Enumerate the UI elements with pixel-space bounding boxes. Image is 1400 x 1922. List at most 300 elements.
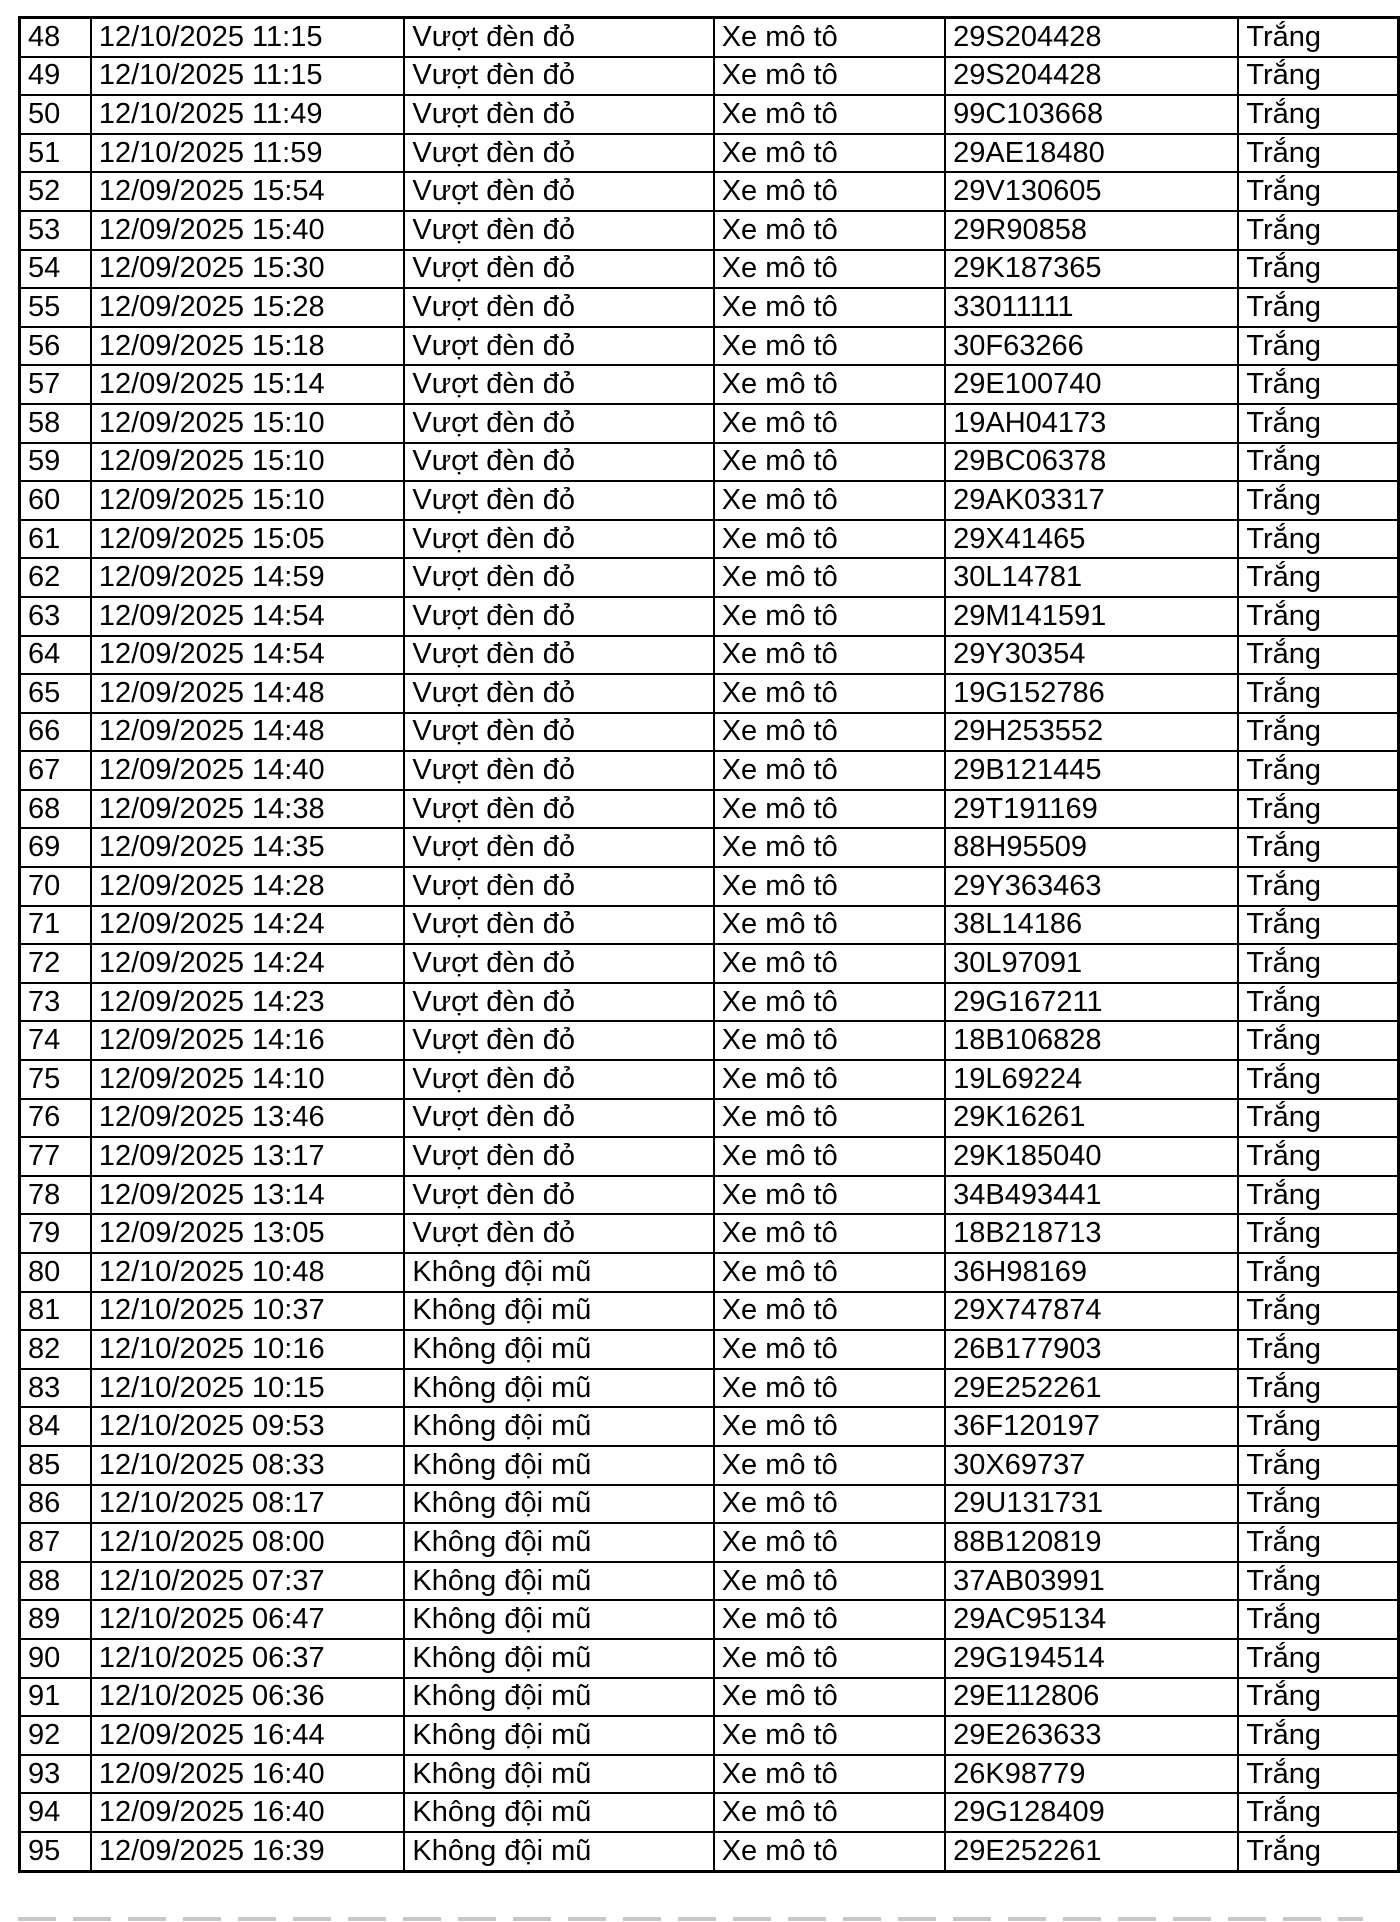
cell-plate: 30F63266 [945, 327, 1238, 366]
cell-vehicle: Xe mô tô [714, 1137, 945, 1176]
cell-violation: Vượt đèn đỏ [404, 867, 713, 906]
cell-color: Trắng [1238, 1060, 1398, 1099]
cell-datetime: 12/10/2025 10:37 [91, 1292, 405, 1331]
cell-stt: 77 [20, 1137, 91, 1176]
table-row [20, 1330, 1399, 1369]
table-row [20, 983, 1399, 1022]
cell-plate: 30L14781 [945, 558, 1238, 597]
cell-stt: 93 [20, 1755, 91, 1794]
table-row [20, 597, 1399, 636]
cell-stt: 91 [20, 1678, 91, 1717]
cell-datetime: 12/09/2025 13:05 [91, 1214, 405, 1253]
cell-violation: Không đội mũ [404, 1446, 713, 1485]
cell-plate: 88H95509 [945, 828, 1238, 867]
cell-datetime: 12/09/2025 14:48 [91, 713, 405, 752]
cell-plate: 29AC95134 [945, 1600, 1238, 1639]
table-row [20, 1716, 1399, 1755]
cell-vehicle: Xe mô tô [714, 1485, 945, 1524]
cell-stt: 67 [20, 751, 91, 790]
table-row [20, 443, 1399, 482]
cell-datetime: 12/09/2025 14:28 [91, 867, 405, 906]
cell-datetime: 12/09/2025 15:30 [91, 250, 405, 289]
cell-stt: 50 [20, 95, 91, 134]
cell-plate: 29T191169 [945, 790, 1238, 829]
table-row [20, 365, 1399, 404]
cell-violation: Vượt đèn đỏ [404, 1099, 713, 1138]
table-row [20, 558, 1399, 597]
cell-vehicle: Xe mô tô [714, 1099, 945, 1138]
cell-plate: 30L97091 [945, 944, 1238, 983]
table-row [20, 1832, 1399, 1871]
table-row [20, 211, 1399, 250]
cell-plate: 88B120819 [945, 1523, 1238, 1562]
cell-color: Trắng [1238, 1678, 1398, 1717]
table-row [20, 1369, 1399, 1408]
cell-vehicle: Xe mô tô [714, 1639, 945, 1678]
cell-stt: 56 [20, 327, 91, 366]
cell-plate: 36H98169 [945, 1253, 1238, 1292]
cell-datetime: 12/10/2025 06:47 [91, 1600, 405, 1639]
cell-stt: 74 [20, 1021, 91, 1060]
cell-plate: 36F120197 [945, 1407, 1238, 1446]
cell-violation: Không đội mũ [404, 1485, 713, 1524]
cell-color: Trắng [1238, 713, 1398, 752]
cell-stt: 80 [20, 1253, 91, 1292]
cell-stt: 83 [20, 1369, 91, 1408]
cell-vehicle: Xe mô tô [714, 1253, 945, 1292]
cell-datetime: 12/09/2025 15:40 [91, 211, 405, 250]
cell-plate: 29G128409 [945, 1793, 1238, 1832]
cell-stt: 61 [20, 520, 91, 559]
cell-plate: 29S204428 [945, 18, 1238, 57]
cell-color: Trắng [1238, 365, 1398, 404]
cell-vehicle: Xe mô tô [714, 1716, 945, 1755]
cell-violation: Vượt đèn đỏ [404, 250, 713, 289]
cell-plate: 29U131731 [945, 1485, 1238, 1524]
cell-plate: 29X747874 [945, 1292, 1238, 1331]
cell-violation: Không đội mũ [404, 1369, 713, 1408]
table-row [20, 906, 1399, 945]
cell-datetime: 12/09/2025 15:10 [91, 481, 405, 520]
cell-violation: Không đội mũ [404, 1755, 713, 1794]
table-row [20, 1600, 1399, 1639]
cell-plate: 29H253552 [945, 713, 1238, 752]
cell-violation: Không đội mũ [404, 1832, 713, 1871]
violations-table-body [20, 18, 1399, 1872]
cell-datetime: 12/09/2025 14:48 [91, 674, 405, 713]
cell-violation: Không đội mũ [404, 1716, 713, 1755]
table-row [20, 520, 1399, 559]
cell-violation: Vượt đèn đỏ [404, 134, 713, 173]
cell-stt: 65 [20, 674, 91, 713]
cell-vehicle: Xe mô tô [714, 250, 945, 289]
cell-datetime: 12/09/2025 15:10 [91, 404, 405, 443]
table-row [20, 1137, 1399, 1176]
cell-plate: 29K185040 [945, 1137, 1238, 1176]
cell-color: Trắng [1238, 57, 1398, 96]
table-row [20, 481, 1399, 520]
cell-color: Trắng [1238, 1369, 1398, 1408]
cell-datetime: 12/09/2025 15:05 [91, 520, 405, 559]
cell-stt: 90 [20, 1639, 91, 1678]
cell-vehicle: Xe mô tô [714, 365, 945, 404]
cell-stt: 58 [20, 404, 91, 443]
cell-plate: 29AK03317 [945, 481, 1238, 520]
cell-violation: Không đội mũ [404, 1562, 713, 1601]
cell-stt: 88 [20, 1562, 91, 1601]
cell-stt: 66 [20, 713, 91, 752]
cell-plate: 30X69737 [945, 1446, 1238, 1485]
cell-violation: Vượt đèn đỏ [404, 944, 713, 983]
cell-datetime: 12/09/2025 16:40 [91, 1755, 405, 1794]
cell-color: Trắng [1238, 906, 1398, 945]
cell-color: Trắng [1238, 983, 1398, 1022]
cell-datetime: 12/10/2025 08:17 [91, 1485, 405, 1524]
cell-stt: 64 [20, 636, 91, 675]
cell-plate: 33011111 [945, 288, 1238, 327]
cell-plate: 29G194514 [945, 1639, 1238, 1678]
cell-plate: 29B121445 [945, 751, 1238, 790]
cell-plate: 19L69224 [945, 1060, 1238, 1099]
cell-color: Trắng [1238, 751, 1398, 790]
cell-color: Trắng [1238, 1755, 1398, 1794]
cell-color: Trắng [1238, 1716, 1398, 1755]
cell-color: Trắng [1238, 211, 1398, 250]
table-row [20, 1562, 1399, 1601]
cell-plate: 18B106828 [945, 1021, 1238, 1060]
cell-stt: 63 [20, 597, 91, 636]
cell-stt: 82 [20, 1330, 91, 1369]
cell-color: Trắng [1238, 481, 1398, 520]
table-row [20, 1060, 1399, 1099]
cell-violation: Vượt đèn đỏ [404, 636, 713, 675]
cell-stt: 70 [20, 867, 91, 906]
cell-stt: 49 [20, 57, 91, 96]
cell-color: Trắng [1238, 172, 1398, 211]
cell-vehicle: Xe mô tô [714, 1446, 945, 1485]
cell-vehicle: Xe mô tô [714, 674, 945, 713]
cell-color: Trắng [1238, 636, 1398, 675]
cell-datetime: 12/09/2025 14:54 [91, 597, 405, 636]
cell-violation: Vượt đèn đỏ [404, 558, 713, 597]
cell-stt: 87 [20, 1523, 91, 1562]
cell-vehicle: Xe mô tô [714, 520, 945, 559]
cell-datetime: 12/09/2025 15:14 [91, 365, 405, 404]
cell-violation: Vượt đèn đỏ [404, 751, 713, 790]
table-row [20, 674, 1399, 713]
cell-violation: Vượt đèn đỏ [404, 790, 713, 829]
cell-color: Trắng [1238, 134, 1398, 173]
cell-vehicle: Xe mô tô [714, 211, 945, 250]
cell-stt: 54 [20, 250, 91, 289]
cell-vehicle: Xe mô tô [714, 327, 945, 366]
cell-stt: 81 [20, 1292, 91, 1331]
cell-color: Trắng [1238, 1021, 1398, 1060]
cell-vehicle: Xe mô tô [714, 983, 945, 1022]
cell-vehicle: Xe mô tô [714, 944, 945, 983]
cell-vehicle: Xe mô tô [714, 1523, 945, 1562]
cell-datetime: 12/09/2025 16:39 [91, 1832, 405, 1871]
cell-vehicle: Xe mô tô [714, 1214, 945, 1253]
cell-stt: 59 [20, 443, 91, 482]
cell-stt: 95 [20, 1832, 91, 1871]
cell-vehicle: Xe mô tô [714, 558, 945, 597]
cell-plate: 37AB03991 [945, 1562, 1238, 1601]
cell-datetime: 12/10/2025 10:48 [91, 1253, 405, 1292]
cell-color: Trắng [1238, 1137, 1398, 1176]
cell-plate: 29E112806 [945, 1678, 1238, 1717]
cell-stt: 89 [20, 1600, 91, 1639]
cell-violation: Không đội mũ [404, 1639, 713, 1678]
cell-violation: Không đội mũ [404, 1253, 713, 1292]
cell-vehicle: Xe mô tô [714, 1793, 945, 1832]
cell-color: Trắng [1238, 288, 1398, 327]
table-row [20, 1446, 1399, 1485]
cell-stt: 86 [20, 1485, 91, 1524]
cell-datetime: 12/09/2025 13:14 [91, 1176, 405, 1215]
table-row [20, 1099, 1399, 1138]
cell-plate: 29AE18480 [945, 134, 1238, 173]
cell-violation: Không đội mũ [404, 1407, 713, 1446]
cell-color: Trắng [1238, 558, 1398, 597]
cell-color: Trắng [1238, 1253, 1398, 1292]
cell-stt: 78 [20, 1176, 91, 1215]
cell-vehicle: Xe mô tô [714, 597, 945, 636]
cell-color: Trắng [1238, 18, 1398, 57]
cell-vehicle: Xe mô tô [714, 1176, 945, 1215]
cell-color: Trắng [1238, 597, 1398, 636]
table-row [20, 944, 1399, 983]
cell-violation: Vượt đèn đỏ [404, 211, 713, 250]
table-row [20, 1407, 1399, 1446]
cell-violation: Vượt đèn đỏ [404, 18, 713, 57]
cell-violation: Vượt đèn đỏ [404, 674, 713, 713]
cell-plate: 29M141591 [945, 597, 1238, 636]
cell-violation: Không đội mũ [404, 1292, 713, 1331]
cell-datetime: 12/10/2025 08:00 [91, 1523, 405, 1562]
cell-violation: Vượt đèn đỏ [404, 713, 713, 752]
table-row [20, 867, 1399, 906]
cell-violation: Vượt đèn đỏ [404, 906, 713, 945]
table-row [20, 1639, 1399, 1678]
cell-stt: 92 [20, 1716, 91, 1755]
cell-stt: 60 [20, 481, 91, 520]
cell-stt: 52 [20, 172, 91, 211]
table-row [20, 172, 1399, 211]
cell-datetime: 12/09/2025 14:24 [91, 906, 405, 945]
cell-color: Trắng [1238, 1330, 1398, 1369]
cell-stt: 53 [20, 211, 91, 250]
cell-color: Trắng [1238, 1292, 1398, 1331]
table-row [20, 1523, 1399, 1562]
table-row [20, 1793, 1399, 1832]
cell-vehicle: Xe mô tô [714, 288, 945, 327]
cell-datetime: 12/09/2025 14:38 [91, 790, 405, 829]
cell-color: Trắng [1238, 828, 1398, 867]
cell-plate: 34B493441 [945, 1176, 1238, 1215]
cell-datetime: 12/09/2025 15:54 [91, 172, 405, 211]
cell-plate: 38L14186 [945, 906, 1238, 945]
cell-violation: Vượt đèn đỏ [404, 481, 713, 520]
table-row [20, 57, 1399, 96]
cell-plate: 29S204428 [945, 57, 1238, 96]
cell-color: Trắng [1238, 790, 1398, 829]
table-row [20, 713, 1399, 752]
cell-vehicle: Xe mô tô [714, 1021, 945, 1060]
cell-vehicle: Xe mô tô [714, 404, 945, 443]
cell-datetime: 12/10/2025 07:37 [91, 1562, 405, 1601]
cell-violation: Vượt đèn đỏ [404, 597, 713, 636]
cell-plate: 29BC06378 [945, 443, 1238, 482]
cell-color: Trắng [1238, 1176, 1398, 1215]
table-row [20, 1678, 1399, 1717]
cell-color: Trắng [1238, 327, 1398, 366]
cell-violation: Vượt đèn đỏ [404, 365, 713, 404]
cell-plate: 29R90858 [945, 211, 1238, 250]
cell-datetime: 12/10/2025 11:49 [91, 95, 405, 134]
cell-vehicle: Xe mô tô [714, 828, 945, 867]
cell-stt: 51 [20, 134, 91, 173]
cell-plate: 29V130605 [945, 172, 1238, 211]
table-row [20, 1485, 1399, 1524]
cell-plate: 29E263633 [945, 1716, 1238, 1755]
cell-violation: Vượt đèn đỏ [404, 1137, 713, 1176]
table-row [20, 95, 1399, 134]
cell-color: Trắng [1238, 1832, 1398, 1871]
cell-violation: Vượt đèn đỏ [404, 172, 713, 211]
cell-plate: 26K98779 [945, 1755, 1238, 1794]
cell-datetime: 12/09/2025 14:24 [91, 944, 405, 983]
cell-violation: Vượt đèn đỏ [404, 520, 713, 559]
cell-violation: Vượt đèn đỏ [404, 1176, 713, 1215]
cell-plate: 29K187365 [945, 250, 1238, 289]
cell-violation: Vượt đèn đỏ [404, 95, 713, 134]
cell-violation: Vượt đèn đỏ [404, 288, 713, 327]
cut-off-next-row-hint [18, 1917, 1363, 1921]
cell-stt: 76 [20, 1099, 91, 1138]
cell-vehicle: Xe mô tô [714, 481, 945, 520]
cell-color: Trắng [1238, 1407, 1398, 1446]
cell-violation: Vượt đèn đỏ [404, 1214, 713, 1253]
cell-vehicle: Xe mô tô [714, 867, 945, 906]
cell-datetime: 12/09/2025 14:10 [91, 1060, 405, 1099]
cell-color: Trắng [1238, 867, 1398, 906]
cell-datetime: 12/09/2025 13:46 [91, 1099, 405, 1138]
cell-datetime: 12/10/2025 10:15 [91, 1369, 405, 1408]
cell-datetime: 12/10/2025 08:33 [91, 1446, 405, 1485]
cell-stt: 55 [20, 288, 91, 327]
cell-datetime: 12/10/2025 06:37 [91, 1639, 405, 1678]
table-row [20, 790, 1399, 829]
table-row [20, 1176, 1399, 1215]
cell-vehicle: Xe mô tô [714, 95, 945, 134]
cell-violation: Không đội mũ [404, 1523, 713, 1562]
cell-plate: 29E252261 [945, 1369, 1238, 1408]
table-row [20, 1292, 1399, 1331]
cell-plate: 18B218713 [945, 1214, 1238, 1253]
cell-plate: 19G152786 [945, 674, 1238, 713]
cell-datetime: 12/09/2025 13:17 [91, 1137, 405, 1176]
cell-datetime: 12/09/2025 16:40 [91, 1793, 405, 1832]
cell-plate: 26B177903 [945, 1330, 1238, 1369]
cell-vehicle: Xe mô tô [714, 1407, 945, 1446]
table-row [20, 1021, 1399, 1060]
cell-vehicle: Xe mô tô [714, 57, 945, 96]
cell-datetime: 12/10/2025 11:59 [91, 134, 405, 173]
cell-color: Trắng [1238, 1793, 1398, 1832]
cell-color: Trắng [1238, 674, 1398, 713]
cell-vehicle: Xe mô tô [714, 906, 945, 945]
cell-stt: 69 [20, 828, 91, 867]
cell-plate: 29E100740 [945, 365, 1238, 404]
cell-vehicle: Xe mô tô [714, 18, 945, 57]
cell-datetime: 12/09/2025 14:54 [91, 636, 405, 675]
cell-stt: 68 [20, 790, 91, 829]
cell-violation: Vượt đèn đỏ [404, 828, 713, 867]
cell-violation: Vượt đèn đỏ [404, 983, 713, 1022]
cell-color: Trắng [1238, 1485, 1398, 1524]
table-row [20, 288, 1399, 327]
cell-datetime: 12/09/2025 14:40 [91, 751, 405, 790]
cell-vehicle: Xe mô tô [714, 790, 945, 829]
cell-stt: 73 [20, 983, 91, 1022]
violations-table [18, 16, 1400, 1873]
cell-vehicle: Xe mô tô [714, 134, 945, 173]
cell-datetime: 12/10/2025 10:16 [91, 1330, 405, 1369]
cell-plate: 29Y363463 [945, 867, 1238, 906]
cell-datetime: 12/09/2025 14:59 [91, 558, 405, 597]
table-row [20, 1253, 1399, 1292]
cell-stt: 71 [20, 906, 91, 945]
table-row [20, 18, 1399, 57]
table-row [20, 250, 1399, 289]
cell-datetime: 12/09/2025 15:28 [91, 288, 405, 327]
table-row [20, 636, 1399, 675]
cell-color: Trắng [1238, 1523, 1398, 1562]
cell-vehicle: Xe mô tô [714, 1678, 945, 1717]
cell-violation: Vượt đèn đỏ [404, 1060, 713, 1099]
cell-color: Trắng [1238, 1214, 1398, 1253]
cell-violation: Không đội mũ [404, 1793, 713, 1832]
cell-violation: Không đội mũ [404, 1600, 713, 1639]
cell-plate: 29G167211 [945, 983, 1238, 1022]
cell-vehicle: Xe mô tô [714, 172, 945, 211]
cell-violation: Không đội mũ [404, 1330, 713, 1369]
cell-vehicle: Xe mô tô [714, 443, 945, 482]
cell-vehicle: Xe mô tô [714, 1562, 945, 1601]
table-row [20, 1214, 1399, 1253]
cell-color: Trắng [1238, 944, 1398, 983]
cell-plate: 29Y30354 [945, 636, 1238, 675]
cell-color: Trắng [1238, 520, 1398, 559]
cell-plate: 29E252261 [945, 1832, 1238, 1871]
cell-datetime: 12/09/2025 14:16 [91, 1021, 405, 1060]
cell-stt: 84 [20, 1407, 91, 1446]
cell-color: Trắng [1238, 250, 1398, 289]
cell-datetime: 12/10/2025 11:15 [91, 57, 405, 96]
cell-stt: 94 [20, 1793, 91, 1832]
cell-vehicle: Xe mô tô [714, 751, 945, 790]
cell-stt: 72 [20, 944, 91, 983]
cell-datetime: 12/09/2025 14:23 [91, 983, 405, 1022]
cell-color: Trắng [1238, 1446, 1398, 1485]
cell-datetime: 12/10/2025 06:36 [91, 1678, 405, 1717]
cell-datetime: 12/09/2025 15:18 [91, 327, 405, 366]
table-row [20, 751, 1399, 790]
cell-violation: Không đội mũ [404, 1678, 713, 1717]
table-row [20, 134, 1399, 173]
table-row [20, 828, 1399, 867]
